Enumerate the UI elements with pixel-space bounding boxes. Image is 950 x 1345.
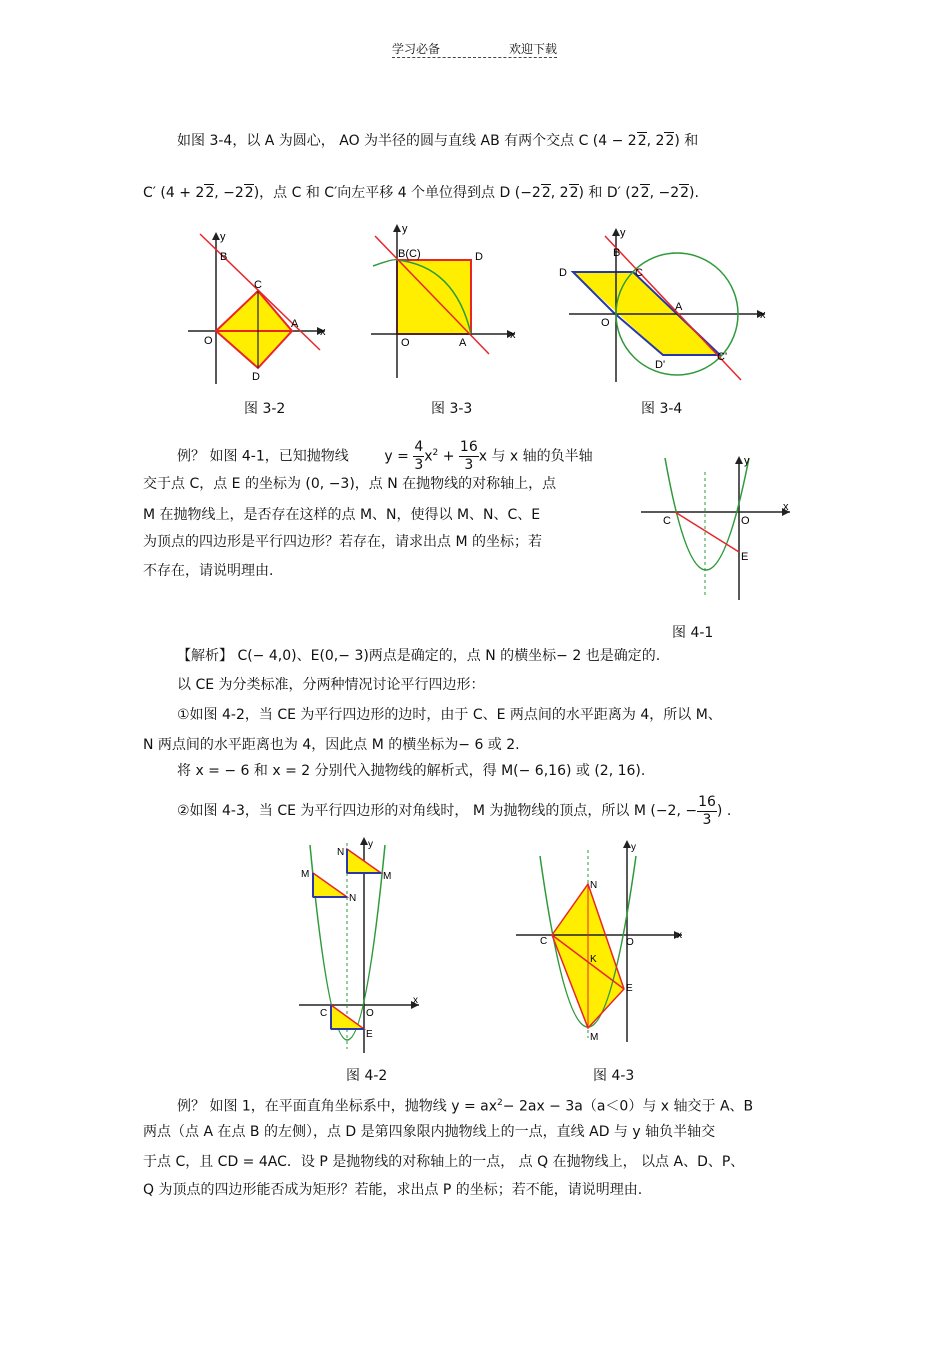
example1-line-2: 交于点 C，点 E 的坐标为 (0, −3)，点 N 在抛物线的对称轴上，点 [143,476,557,492]
sqrt: 2 [637,133,647,149]
parallelogram [216,291,292,368]
label-o: O [626,937,634,948]
sqrt: 2 [680,185,690,201]
sqrt: 2 [244,185,254,201]
text-run: , −2 [214,185,244,201]
text-run: 例？ 如图 1，在平面直角坐标系中，抛物线 y = ax [177,1098,498,1115]
label-c: C [663,515,671,527]
caption-3-4: 图 3-4 [641,401,683,417]
text-run: 例？ 如图 4-1，已知抛物线 [177,448,349,465]
sqrt: 2 [569,185,579,201]
y-arrow [735,456,743,464]
text-run: , 2 [550,185,569,201]
caption-4-2: 图 4-2 [346,1068,388,1084]
figure-4-2 [295,835,425,1057]
label-d: D [559,267,567,279]
label-n: N [349,893,357,904]
text-run: − 2ax − 3a（a＜0）与 x 轴交于 A、B [502,1098,754,1115]
label-c: C [540,936,548,947]
label-m: M [383,871,392,882]
text-run: ). [689,185,699,201]
header-right: 欢迎下载 [508,42,557,56]
label-c-prime: C' [717,351,728,363]
caption-4-1: 图 4-1 [672,625,714,641]
superscript: 2 [497,1098,503,1108]
label-y: y [402,223,408,235]
text-run: C′ (4 + 2 [143,185,205,201]
label-o: O [366,1008,374,1019]
text-run: , 2 [646,133,665,149]
label-d: D [475,251,483,263]
y-arrow [393,224,401,232]
label-x: x [783,501,789,513]
label-x: x [760,309,766,321]
solution-line-4: N 两点间的水平距离也为 4，因此点 M 的横坐标为− 6 或 2. [143,737,520,753]
sqrt: 2 [541,185,551,201]
sqrt: 2 [640,185,650,201]
label-b: B [613,247,621,259]
figure-3-2 [180,228,330,388]
label-o: O [401,337,410,349]
example2-line-3: 于点 C，且 CD = 4AC．设 P 是抛物线的对称轴上的一点， 点 Q 在抛物线上， 以点 A、D、P、 [143,1154,745,1170]
triangle-ce [331,1005,364,1029]
text-run: , −2 [649,185,680,201]
segment-ce [675,512,739,552]
text-run: ) . [716,803,732,819]
label-o: O [204,335,213,347]
label-y: y [368,839,373,850]
solution-line-6 [177,791,731,831]
formula-x: x [424,448,433,465]
figure-4-1 [635,452,795,607]
text-run: x 与 x 轴的负半轴 [478,448,593,465]
superscript: 2 [432,448,439,458]
label-n: N [590,880,598,891]
figure-3-3 [365,222,520,382]
label-e: E [741,551,749,563]
y-arrow [623,840,631,848]
label-e: E [626,983,633,994]
label-d-prime: D' [655,359,666,371]
label-m: M [301,869,310,880]
label-a: A [291,318,299,330]
triangle-left [313,873,347,897]
caption-4-3: 图 4-3 [593,1068,635,1084]
label-e: E [366,1029,373,1040]
label-c: C [635,267,643,279]
text-run: ) 和 D′ (2 [578,185,640,201]
example2-line-4: Q 为顶点的四边形能否成为矩形？若能，求出点 P 的坐标；若不能，请说明理由. [143,1182,643,1198]
label-b: B [220,251,228,263]
solution-line-5: 将 x = − 6 和 x = 2 分别代入抛物线的解析式，得 M(− 6,16) 或 (2, 16). [177,763,646,779]
figure-3-4 [555,222,770,387]
label-k: K [590,954,597,965]
label-y: y [631,842,636,853]
paragraph-line-1 [177,131,698,151]
example1-line-1 [177,433,593,477]
caption-3-3: 图 3-3 [431,401,473,417]
label-a: A [675,301,683,313]
y-arrow [360,837,368,845]
example1-line-5: 不存在，请说明理由. [143,563,274,579]
label-c: C [320,1008,328,1019]
text-run: 如图 3-4，以 A 为圆心， AO 为半径的圆与直线 AB 有两个交点 C (4 − 2 [177,133,637,149]
y-arrow [612,228,620,236]
text-run: )，点 C 和 C′向左平移 4 个单位得到点 D (−2 [253,185,541,201]
label-x: x [320,326,326,338]
text-run: ②如图 4-3，当 CE 为平行四边形的对角线时， M 为抛物线的顶点，所以 M [177,803,646,819]
plus: + [442,448,455,465]
example1-line-3: M 在抛物线上，是否存在这样的点 M、N，使得以 M、N、C、E [143,507,541,523]
fraction: $\frac{4}{3}$ [414,439,424,474]
label-a: A [459,337,467,349]
sqrt: 2 [665,133,675,149]
label-y: y [744,455,750,467]
fraction: $\frac{16}{3}$ [459,439,478,474]
figure-4-3 [512,838,687,1046]
text-run: (−2, − [650,803,698,819]
paragraph-line-2 [143,183,699,203]
solution-line-2: 以 CE 为分类标准，分两种情况讨论平行四边形： [177,677,485,693]
example1-line-4: 为顶点的四边形是平行四边形？若存在，请求出点 M 的坐标；若 [143,534,542,550]
label-y: y [220,231,226,243]
label-x: x [413,995,418,1006]
label-c: C [254,279,262,291]
example2-line-1 [177,1093,753,1117]
label-n: N [337,847,345,858]
label-x: x [677,930,682,941]
example2-line-2: 两点（点 A 在点 B 的左侧），点 D 是第四象限内抛物线上的一点，直线 AD 与 y 轴负半轴交 [143,1124,716,1140]
caption-3-2: 图 3-2 [244,401,286,417]
solution-line-3: ①如图 4-2，当 CE 为平行四边形的边时，由于 C、E 两点间的水平距离为 4，所以 M、 [177,707,722,723]
label-bc: B(C) [398,248,421,260]
text-run: ) 和 [674,133,699,149]
label-o: O [601,317,610,329]
label-o: O [741,515,750,527]
label-x: x [510,329,516,341]
label-m: M [590,1032,599,1043]
y-arrow [212,232,220,240]
label-y: y [620,227,626,239]
label-d: D [252,371,260,383]
formula-y: y = [384,448,409,465]
page-header [392,40,557,58]
sqrt: 2 [205,185,215,201]
header-left: 学习必备 [392,42,441,56]
solution-line-1: 【解析】 C(− 4,0)、E(0,− 3)两点是确定的，点 N 的横坐标− 2 也是确定的. [177,648,661,664]
fraction: $\frac{16}{3}$ [698,793,716,828]
